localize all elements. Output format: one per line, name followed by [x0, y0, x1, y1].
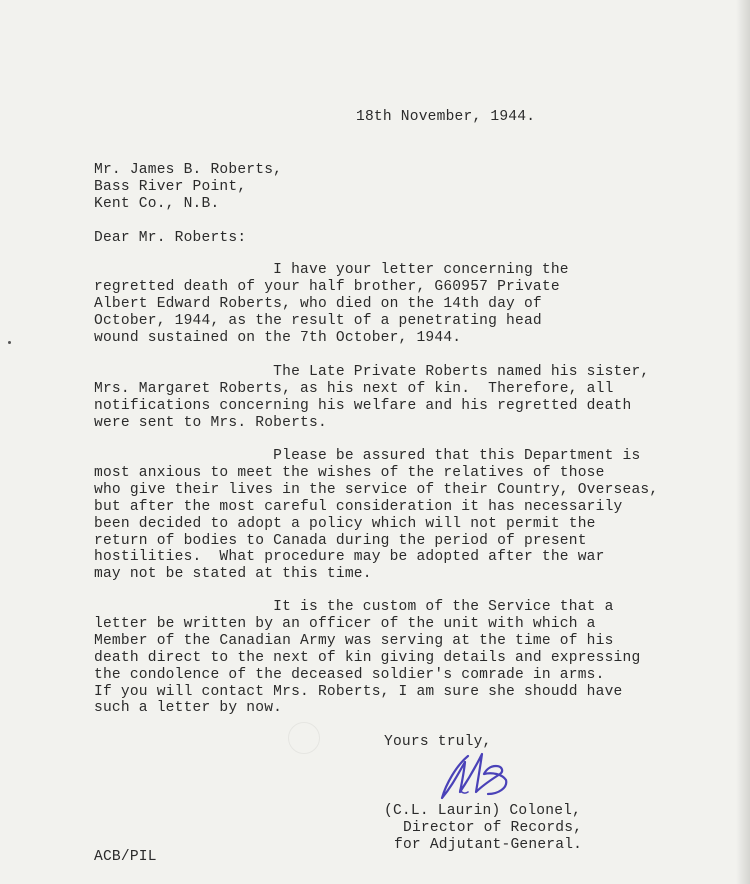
salutation: Dear Mr. Roberts:: [94, 230, 247, 246]
recipient-address-line-1: Bass River Point,: [94, 179, 247, 195]
paragraph-3: Please be assured that this Department is most anxious to meet the wishes of the relatives of those who give their lives in the service of their Country, Overseas, but after the most careful consideration it has necessarily been decided to adopt a policy which will not permit the return of bodies to Canada during the period of present hostilities. What procedure may be adopted after the war may not be stated at this time.: [94, 448, 659, 583]
letter-date: 18th November, 1944.: [356, 109, 536, 125]
signatory-name-rank: (C.L. Laurin) Colonel,: [384, 803, 582, 819]
stray-mark: [8, 341, 11, 344]
paragraph-4: It is the custom of the Service that a letter be written by an officer of the unit with which a Member of the Canadian Army was serving at the time of his death direct to the next of kin giving details and expressing the condolence of the deceased soldier's comrade in arms. If you will contact Mrs. Roberts, I am sure she shoudd have such a letter by now.: [94, 599, 641, 717]
signatory-title: Director of Records,: [403, 820, 583, 836]
recipient-address-line-2: Kent Co., N.B.: [94, 196, 220, 212]
reference-initials: ACB/PIL: [94, 849, 157, 865]
page-edge-shadow: [736, 0, 750, 884]
faint-stamp-impression: [288, 722, 320, 754]
recipient-name: Mr. James B. Roberts,: [94, 162, 283, 178]
paragraph-1: I have your letter concerning the regretted death of your half brother, G60957 Private Albert Edward Roberts, who died on the 14th day of October, 1944, as the result of a penetrating head wound sustained on the 7th October, 1944.: [94, 262, 569, 346]
handwritten-signature: [438, 744, 518, 804]
signatory-on-behalf: for Adjutant-General.: [394, 837, 583, 853]
closing: Yours truly,: [384, 734, 492, 750]
paragraph-2: The Late Private Roberts named his sister, Mrs. Margaret Roberts, as his next of kin. Therefore, all notifications concerning his welfare and his regretted death were sent to Mrs. Roberts.: [94, 364, 650, 431]
